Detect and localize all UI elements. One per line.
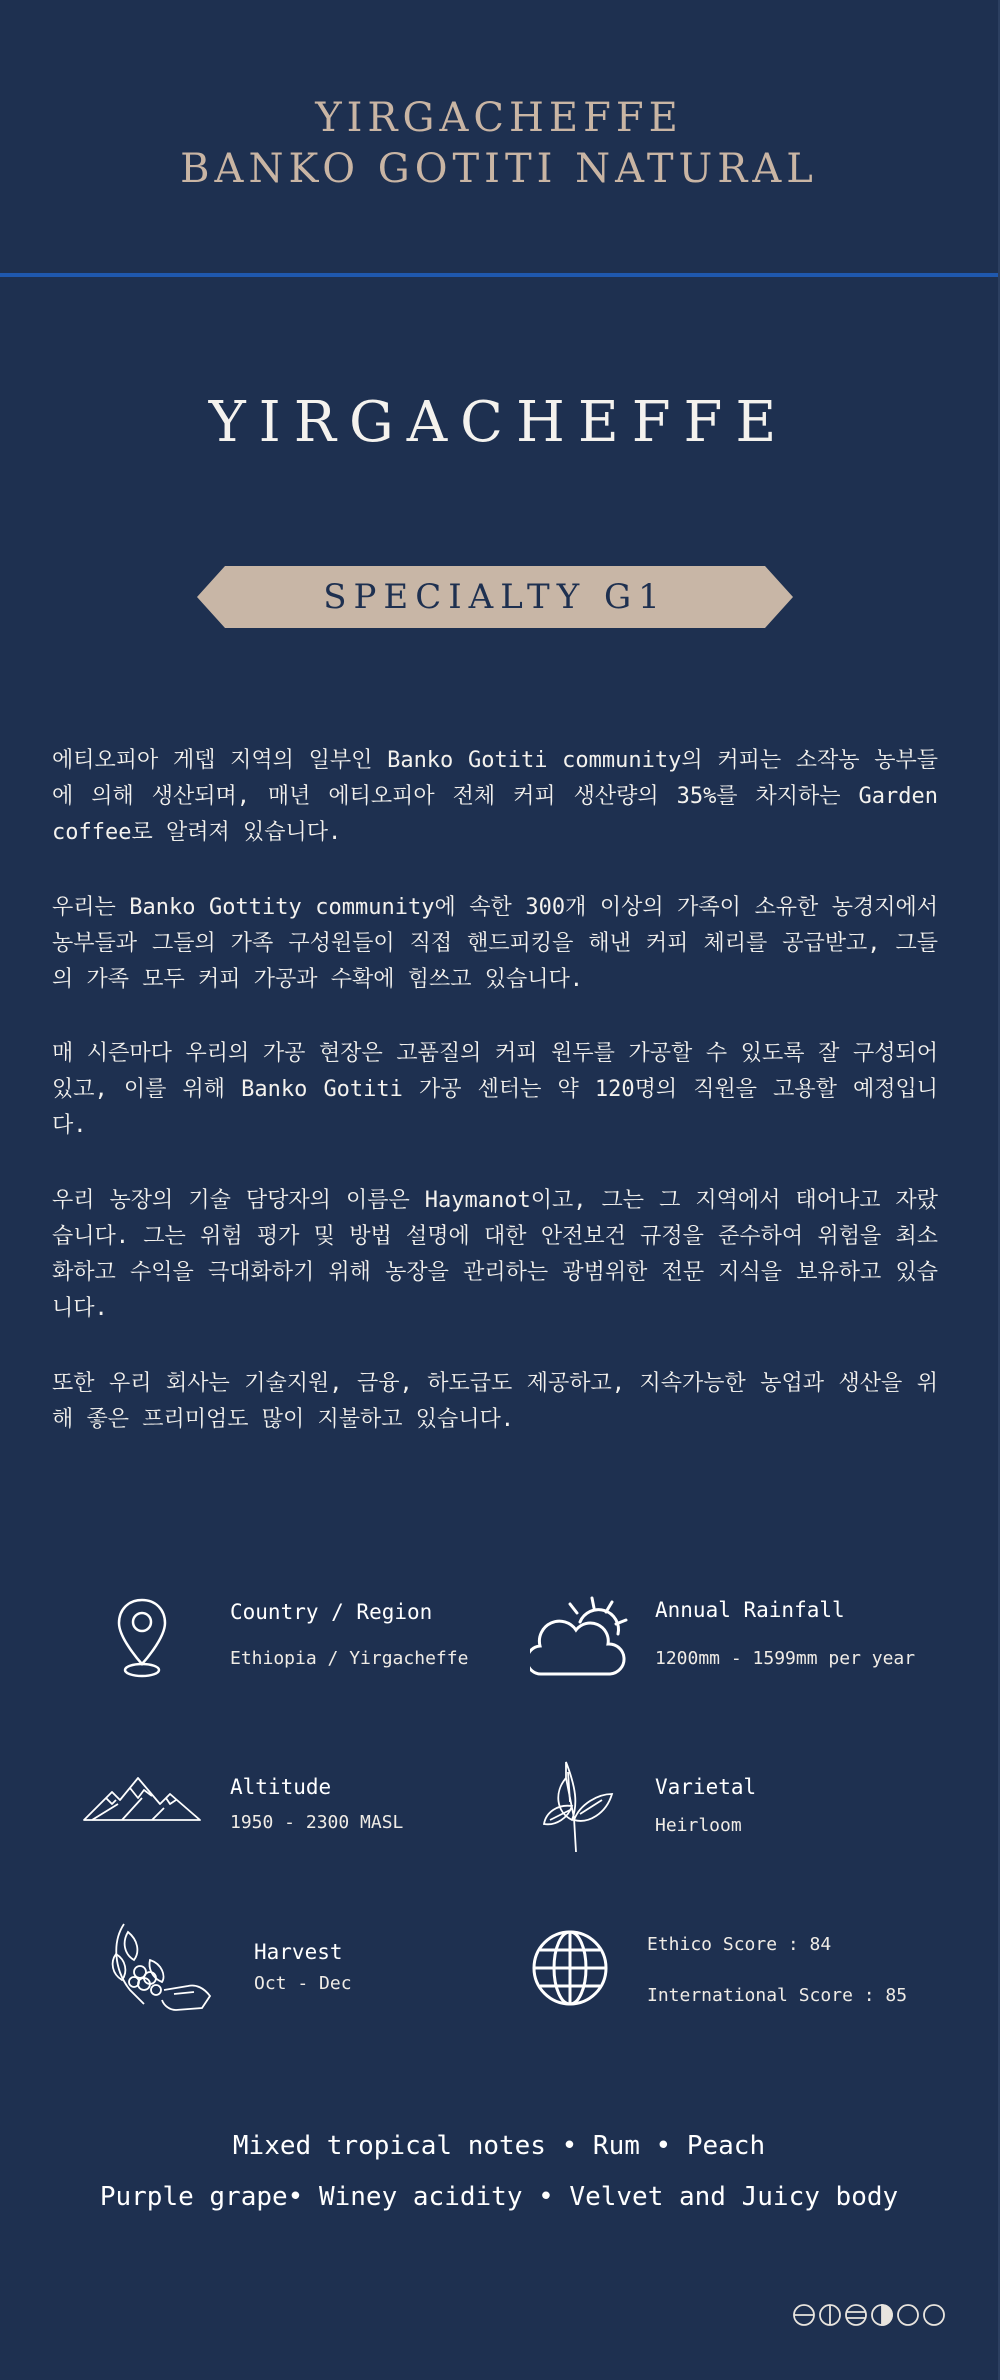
ethico-score: Ethico Score : 84 [647,1934,832,1955]
description-paragraph-3: 매 시즌마다 우리의 가공 현장은 고품질의 커피 원두를 가공할 수 있도록 잘 구성되어 있고, 이를 위해 Banko Gotiti 가공 센터는 약 120명의 직원을 고용할 예정입니다. [52,1041,938,1138]
header-divider [0,273,998,277]
altitude-value: 1950 - 2300 MASL [230,1812,404,1833]
brand-circles-logo [792,2302,952,2328]
description-paragraph-4: 우리 농장의 기술 담당자의 이름은 Haymanot이고, 그는 그 지역에서 태어나고 자랐습니다. 그는 위험 평가 및 방법 설명에 대한 안전보건 규정을 준수하여 위험을 최소화하고 수익을 극대화하기 위해 농장을 관리하는 광범위한 전문 지식을 보유하고 있습니다. [52,1188,938,1321]
mountains-icon [82,1774,202,1824]
description-paragraph-2: 우리는 Banko Gottity community에 속한 300개 이상의 가족이 소유한 농경지에서 농부들과 그들의 가족 구성원들이 직접 핸드피킹을 해낸 커피 체리를 공급받고, 그들의 가족 모두 커피 가공과 수확에 힘쓰고 있습니다. [52,895,938,992]
international-score: International Score : 85 [647,1985,908,2006]
description-paragraph-5: 또한 우리 회사는 기술지원, 금융, 하도급도 제공하고, 지속가능한 농업과 생산을 위해 좋은 프리미엄도 많이 지불하고 있습니다. [52,1371,938,1432]
varietal-value: Heirloom [655,1815,742,1836]
varietal-label: Varietal [655,1775,757,1799]
harvest-label: Harvest [254,1940,343,1964]
origin-title: YIRGACHEFFE [208,390,790,455]
altitude-label: Altitude [230,1775,332,1799]
description-paragraph-1: 에티오피아 게뎁 지역의 일부인 Banko Gotiti community의 커피는 소작농 농부들에 의해 생산되며, 매년 에티오피아 전체 커피 생산량의 35%를 차지하는 Garden coffee로 알려져 있습니다. [52,748,938,845]
tasting-notes-line2: Purple grape• Winey acidity • Velvet and Juicy body [99,2182,899,2212]
header-title-line2: BANKO GOTITI NATURAL [180,146,818,192]
rainfall-label: Annual Rainfall [655,1598,845,1622]
region-value: Ethiopia / Yirgacheffe [230,1648,469,1669]
coffee-branch-hand-icon [104,1920,214,2016]
header [0,0,998,275]
tasting-notes-line1: Mixed tropical notes • Rum • Peach [232,2131,766,2161]
rainfall-value: 1200mm - 1599mm per year [655,1648,916,1669]
location-pin-icon [112,1596,172,1682]
header-title-line1: YIRGACHEFFE [315,95,683,141]
grade-badge-label: SPECIALTY G1 [323,577,667,617]
region-label: Country / Region [230,1600,433,1624]
sun-cloud-icon [530,1594,636,1680]
harvest-value: Oct - Dec [254,1973,352,1994]
globe-icon [530,1928,610,2008]
leaf-branch-icon [536,1758,616,1854]
